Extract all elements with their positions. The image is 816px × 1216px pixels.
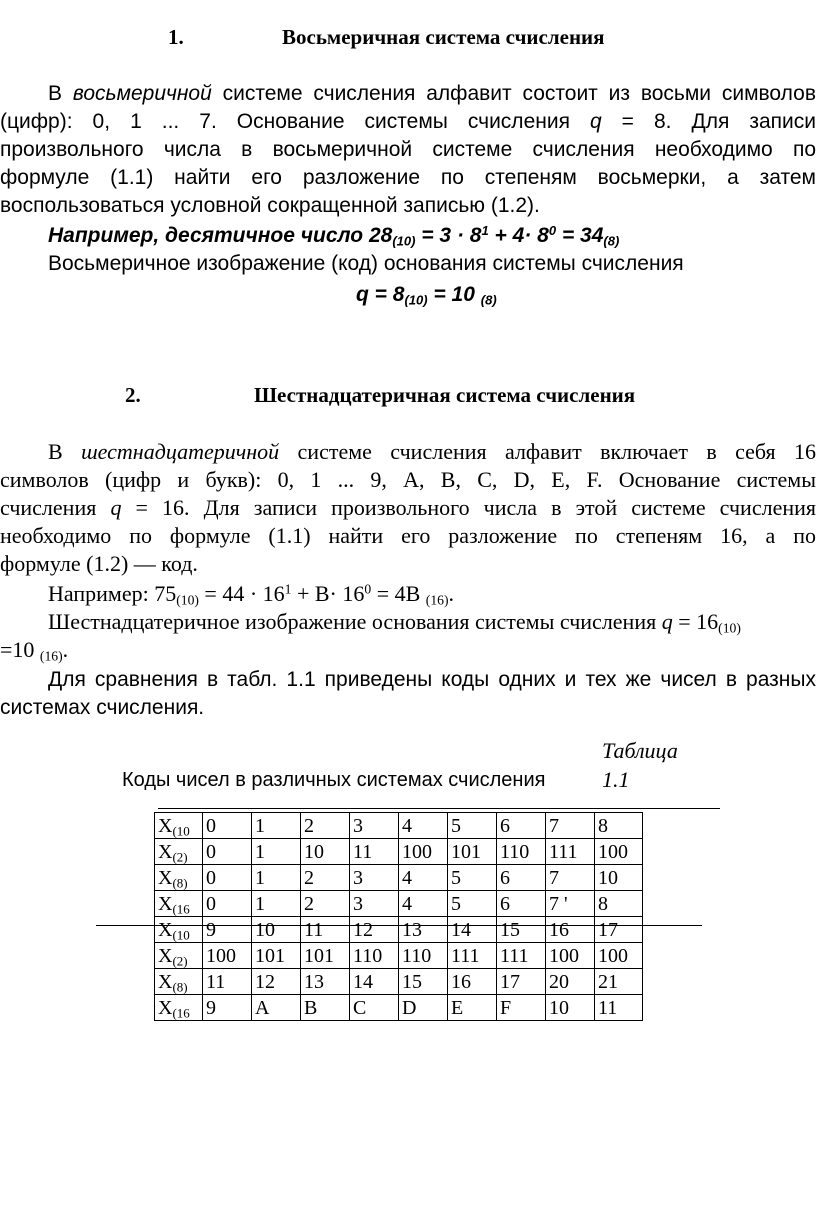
table-cell: 7 ' [546, 891, 595, 917]
section2-title: Шестнадцатеричная система счисления [254, 383, 636, 407]
table-row [155, 865, 643, 891]
table-cell: F [497, 995, 546, 1021]
section1-para-line3: произвольного числа в восьмеричной системе счисления необходимо по [0, 138, 816, 161]
table-cell: 20 [546, 969, 595, 995]
table-mid-rule [96, 925, 702, 926]
table-cell: 11 [203, 969, 252, 995]
section2-number: 2. [125, 383, 141, 407]
table-cell: 100 [546, 943, 595, 969]
table-cell: 3 [350, 865, 399, 891]
table-row [155, 943, 643, 969]
table-cell: 6 [497, 865, 546, 891]
section2-example: Например: $75_{(10)} = 44 \cdot 16^1 + B\cdot 16^0 = 4B$ $_{(16)}$. [48, 581, 454, 608]
table-row [155, 917, 643, 943]
section1-number: 1. [168, 25, 184, 49]
table-cell: 6 [497, 891, 546, 917]
table-cell: 101 [252, 943, 301, 969]
table-cell: 0 [203, 839, 252, 865]
section2-code-line: Шестнадцатеричное изображение основания системы счисления $q = 16_{(10)}$ [48, 609, 741, 636]
table-cell: 9 [203, 995, 252, 1021]
table-cell: 21 [595, 969, 643, 995]
table-label-word: Таблица [602, 738, 678, 763]
table-cell: 14 [350, 969, 399, 995]
section2-compare-line2: системах счисления. [0, 696, 205, 719]
table-cell: 0 [203, 865, 252, 891]
table-cell: 10 [301, 839, 350, 865]
table-cell: 2 [301, 865, 350, 891]
table-cell: 9 [203, 917, 252, 943]
table-cell: 11 [301, 917, 350, 943]
table-cell: 16 [448, 969, 497, 995]
table-cell: 14 [448, 917, 497, 943]
table-row [155, 995, 643, 1021]
table-cell: 0 [203, 891, 252, 917]
table-cell: 10 [546, 995, 595, 1021]
table-cell: 111 [497, 943, 546, 969]
section1-code-line: Восьмеричное изображение (код) основания системы счисления [48, 252, 684, 275]
table-cell: 13 [399, 917, 448, 943]
table-cell: 6 [497, 813, 546, 839]
section1-title: Восьмеричная система счисления [282, 25, 605, 49]
table-row [155, 813, 643, 839]
table-cell: 11 [350, 839, 399, 865]
section1-para-line5: воспользоваться условной сокращенной записью (1.2). [0, 194, 540, 217]
table-cell: 16 [546, 917, 595, 943]
section2-code-line-cont: =10 $_{(16)}$. [0, 637, 69, 664]
table-row [155, 891, 643, 917]
table-cell: 100 [203, 943, 252, 969]
section2-para-line5: формуле (1.2) — код. [0, 551, 198, 576]
section2-compare-line1: Для сравнения в табл. 1.1 приведены коды одних и тех же чисел в разных [48, 668, 816, 691]
table-row [155, 969, 643, 995]
table-cell: B [301, 995, 350, 1021]
table-cell: 7 [546, 813, 595, 839]
table-cell: 100 [399, 839, 448, 865]
section1-example: Например, десятичное число $28_{(10)} = 3 \cdot 8^1 + 4\cdot 8^0 = 34_{(8)}$ [48, 222, 620, 249]
table-cell: 1 [252, 865, 301, 891]
table-cell: 110 [350, 943, 399, 969]
section2-para-line4: необходимо по формуле (1.1) найти его разложение по степеням 16, а по [0, 523, 816, 548]
table-cell: D [399, 995, 448, 1021]
table-cell: 3 [350, 813, 399, 839]
table-cell: 4 [399, 891, 448, 917]
table-cell: 5 [448, 813, 497, 839]
section2-para-line3: счисления q = 16. Для записи произвольного числа в этой системе счисления [0, 495, 816, 520]
row-base-label: $X_{(2)}$ [155, 839, 203, 865]
table-top-rule [158, 808, 720, 809]
table-cell: 8 [595, 813, 643, 839]
row-base-label: $X_{(16}$ [155, 891, 203, 917]
table-cell: 12 [350, 917, 399, 943]
codes-table [154, 812, 643, 1021]
table-cell: 101 [448, 839, 497, 865]
table-cell: 17 [595, 917, 643, 943]
table-cell: 2 [301, 891, 350, 917]
table-cell: 110 [497, 839, 546, 865]
table-cell: 4 [399, 865, 448, 891]
table-caption: Коды чисел в различных системах счисления [122, 769, 546, 791]
table-cell: 4 [399, 813, 448, 839]
table-cell: 15 [399, 969, 448, 995]
row-base-label: $X_{(8)}$ [155, 865, 203, 891]
table-cell: 0 [203, 813, 252, 839]
table-cell: 2 [301, 813, 350, 839]
table-cell: 100 [595, 839, 643, 865]
table-cell: E [448, 995, 497, 1021]
row-base-label: $X_{(10}$ [155, 917, 203, 943]
table-cell: 5 [448, 891, 497, 917]
table-label-number: 1.1 [602, 767, 630, 792]
table-cell: 7 [546, 865, 595, 891]
table-cell: 1 [252, 813, 301, 839]
table-cell: 1 [252, 839, 301, 865]
row-base-label: $X_{(10}$ [155, 813, 203, 839]
section1-para-line2: (цифр): 0, 1 ... 7. Основание системы счисления q = 8. Для записи [0, 110, 816, 133]
table-cell: 111 [546, 839, 595, 865]
table-cell: 100 [595, 943, 643, 969]
table-cell: 8 [595, 891, 643, 917]
table-cell: C [350, 995, 399, 1021]
table-cell: 11 [595, 995, 643, 1021]
table-cell: 110 [399, 943, 448, 969]
table-row [155, 839, 643, 865]
row-base-label: $X_{(16}$ [155, 995, 203, 1021]
row-base-label: $X_{(8)}$ [155, 969, 203, 995]
table-cell: 5 [448, 865, 497, 891]
section1-para-line4: формуле (1.1) найти его разложение по степеням восьмерки, а затем [0, 166, 816, 189]
row-base-label: $X_{(2)}$ [155, 943, 203, 969]
section2-para-line1: В шестнадцатеричной системе счисления алфавит включает в себя 16 [48, 439, 816, 464]
table-cell: 10 [595, 865, 643, 891]
section2-para-line2: символов (цифр и букв): 0, 1 ... 9, A, B, C, D, E, F. Основание системы [0, 467, 816, 492]
table-cell: 17 [497, 969, 546, 995]
table-cell: 3 [350, 891, 399, 917]
table-cell: 111 [448, 943, 497, 969]
table-cell: 10 [252, 917, 301, 943]
table-cell: A [252, 995, 301, 1021]
table-cell: 13 [301, 969, 350, 995]
table-cell: 12 [252, 969, 301, 995]
table-cell: 15 [497, 917, 546, 943]
table-cell: 1 [252, 891, 301, 917]
section1-formula: $q = 8_{(10)} = 10$ $_{(8)}$ [356, 283, 497, 308]
table-cell: 101 [301, 943, 350, 969]
section1-para-line1: В восьмеричной системе счисления алфавит состоит из восьми символов [48, 82, 816, 105]
